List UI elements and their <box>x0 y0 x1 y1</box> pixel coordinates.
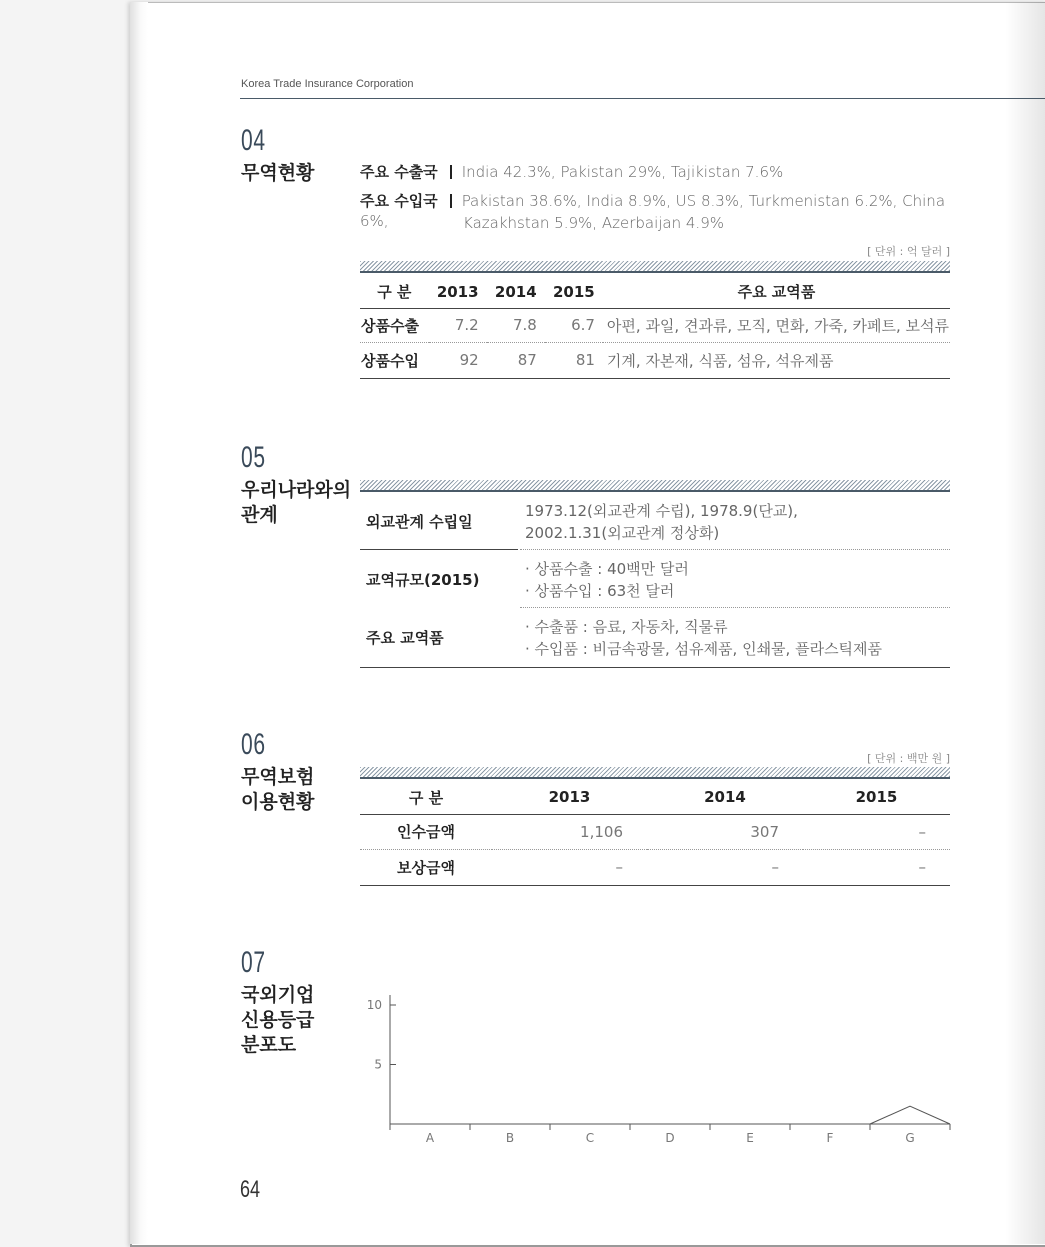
page-number: 64 <box>240 1176 261 1203</box>
row-label: 보상금액 <box>397 858 455 877</box>
main-export-countries <box>360 161 960 182</box>
row-label: 상품수입 <box>361 351 419 370</box>
y-tick-label: 10 <box>366 998 382 1012</box>
insurance-table <box>360 781 950 886</box>
section-04-number: 04 <box>241 124 266 157</box>
header-2013: 2013 <box>548 788 591 807</box>
section-07-title-2: 신용등급 <box>241 1009 315 1031</box>
cell-2014: 307 <box>750 822 779 841</box>
section-05-title-1: 우리나라와의 <box>241 479 352 501</box>
x-tick-label: B <box>505 1131 515 1145</box>
import-label: 주요 수입국 <box>360 192 438 210</box>
x-tick-label: C <box>585 1131 595 1145</box>
cell-2015: – <box>918 858 926 876</box>
insurance-table-top-hatch <box>360 767 950 779</box>
section-07-number: 07 <box>241 946 266 979</box>
x-tick-label: D <box>665 1131 675 1145</box>
relations-label: 교역규모(2015) <box>366 571 480 589</box>
relations-value <box>525 500 798 544</box>
header-2013: 2013 <box>436 282 479 301</box>
header-2015: 2015 <box>552 282 595 301</box>
table-row <box>360 308 950 342</box>
header-items: 주요 교역품 <box>737 283 816 302</box>
section-04-unit: [ 단위 : 억 달러 ] <box>867 245 950 258</box>
row-label: 상품수출 <box>361 316 419 335</box>
running-header: Korea Trade Insurance Corporation <box>241 78 414 90</box>
x-tick-label: F <box>826 1131 834 1145</box>
row-label: 인수금액 <box>397 823 455 841</box>
section-06-unit: [ 단위 : 백만 원 ] <box>867 752 950 765</box>
cell-2013: 7.2 <box>454 316 479 334</box>
table-row <box>360 814 950 849</box>
header-category: 구 분 <box>377 283 412 302</box>
separator-bar <box>450 165 452 179</box>
page-binding <box>130 2 148 1244</box>
cell-2014: 7.8 <box>512 316 537 334</box>
cell-2014: 87 <box>517 351 537 369</box>
trade-table <box>360 276 950 379</box>
section-06-title-2: 이용현황 <box>241 791 315 813</box>
cell-2015: 81 <box>575 351 595 369</box>
header-rule <box>240 98 1045 99</box>
cell-2015: – <box>918 822 926 841</box>
y-tick-label: 5 <box>374 1057 382 1072</box>
separator-bar <box>450 194 452 208</box>
cell-2013: – <box>615 858 623 876</box>
x-tick-label: E <box>746 1131 754 1145</box>
section-06-number: 06 <box>241 728 266 761</box>
x-tick-label: G <box>905 1131 915 1145</box>
relations-value-line: 2002.1.31(외교관계 정상화) <box>525 524 720 542</box>
cell-items: 아편, 과일, 견과류, 모직, 면화, 가죽, 카페트, 보석류 <box>606 316 949 335</box>
header-2014: 2014 <box>494 282 537 301</box>
relations-table-top-hatch <box>360 480 950 492</box>
cell-2013: 92 <box>459 351 479 369</box>
cell-items: 기계, 자본재, 식품, 섬유, 석유제품 <box>606 351 834 370</box>
relations-label: 주요 교역품 <box>366 629 444 647</box>
trade-table-header <box>360 276 950 308</box>
relations-value-line: · 상품수입 : 63천 달러 <box>525 582 675 600</box>
header-2014: 2014 <box>704 788 746 807</box>
section-05-number: 05 <box>241 441 266 474</box>
section-07-title-3: 분포도 <box>241 1034 297 1056</box>
cell-2014: – <box>771 858 779 876</box>
table-row <box>360 849 950 885</box>
relations-table <box>360 492 950 668</box>
x-tick-label: A <box>425 1131 435 1145</box>
section-05-title-2: 관계 <box>241 504 278 526</box>
section-07-title-1: 국외기업 <box>241 984 315 1006</box>
series-line <box>870 1106 950 1124</box>
credit-rating-chart <box>355 985 960 1150</box>
table-top-hatch <box>360 261 950 273</box>
relations-value <box>525 558 689 602</box>
relations-value-line: 1973.12(외교관계 수립), 1978.9(단교), <box>525 502 798 520</box>
section-06-title-1: 무역보험 <box>241 766 315 788</box>
relations-value-line: · 상품수출 : 40백만 달러 <box>525 560 689 578</box>
header-2015: 2015 <box>855 788 898 807</box>
section-04-title: 무역현황 <box>241 162 315 184</box>
import-value-1: Pakistan 38.6%, India 8.9%, US 8.3%, Turkmenistan 6.2%, China 6%, <box>360 192 946 230</box>
relations-row <box>360 550 950 608</box>
relations-row <box>360 492 950 550</box>
cell-2015: 6.7 <box>571 316 595 334</box>
relations-value-line: · 수출품 : 음료, 자동차, 직물류 <box>525 618 728 636</box>
relations-value <box>525 616 882 660</box>
cell-2013: 1,106 <box>580 822 623 841</box>
header-category: 구 분 <box>408 788 444 807</box>
relations-value-line: · 수입품 : 비금속광물, 섬유제품, 인쇄물, 플라스틱제품 <box>525 640 883 658</box>
relations-label: 외교관계 수립일 <box>366 513 473 531</box>
page-edge-shadow <box>1005 2 1045 1244</box>
relations-row <box>360 608 950 668</box>
import-value-2: Kazakhstan 5.9%, Azerbaijan 4.9% <box>463 214 724 232</box>
insurance-table-header <box>360 781 950 814</box>
export-label: 주요 수출국 <box>360 163 438 181</box>
table-row <box>360 342 950 378</box>
export-value: India 42.3%, Pakistan 29%, Tajikistan 7.6% <box>461 163 784 181</box>
